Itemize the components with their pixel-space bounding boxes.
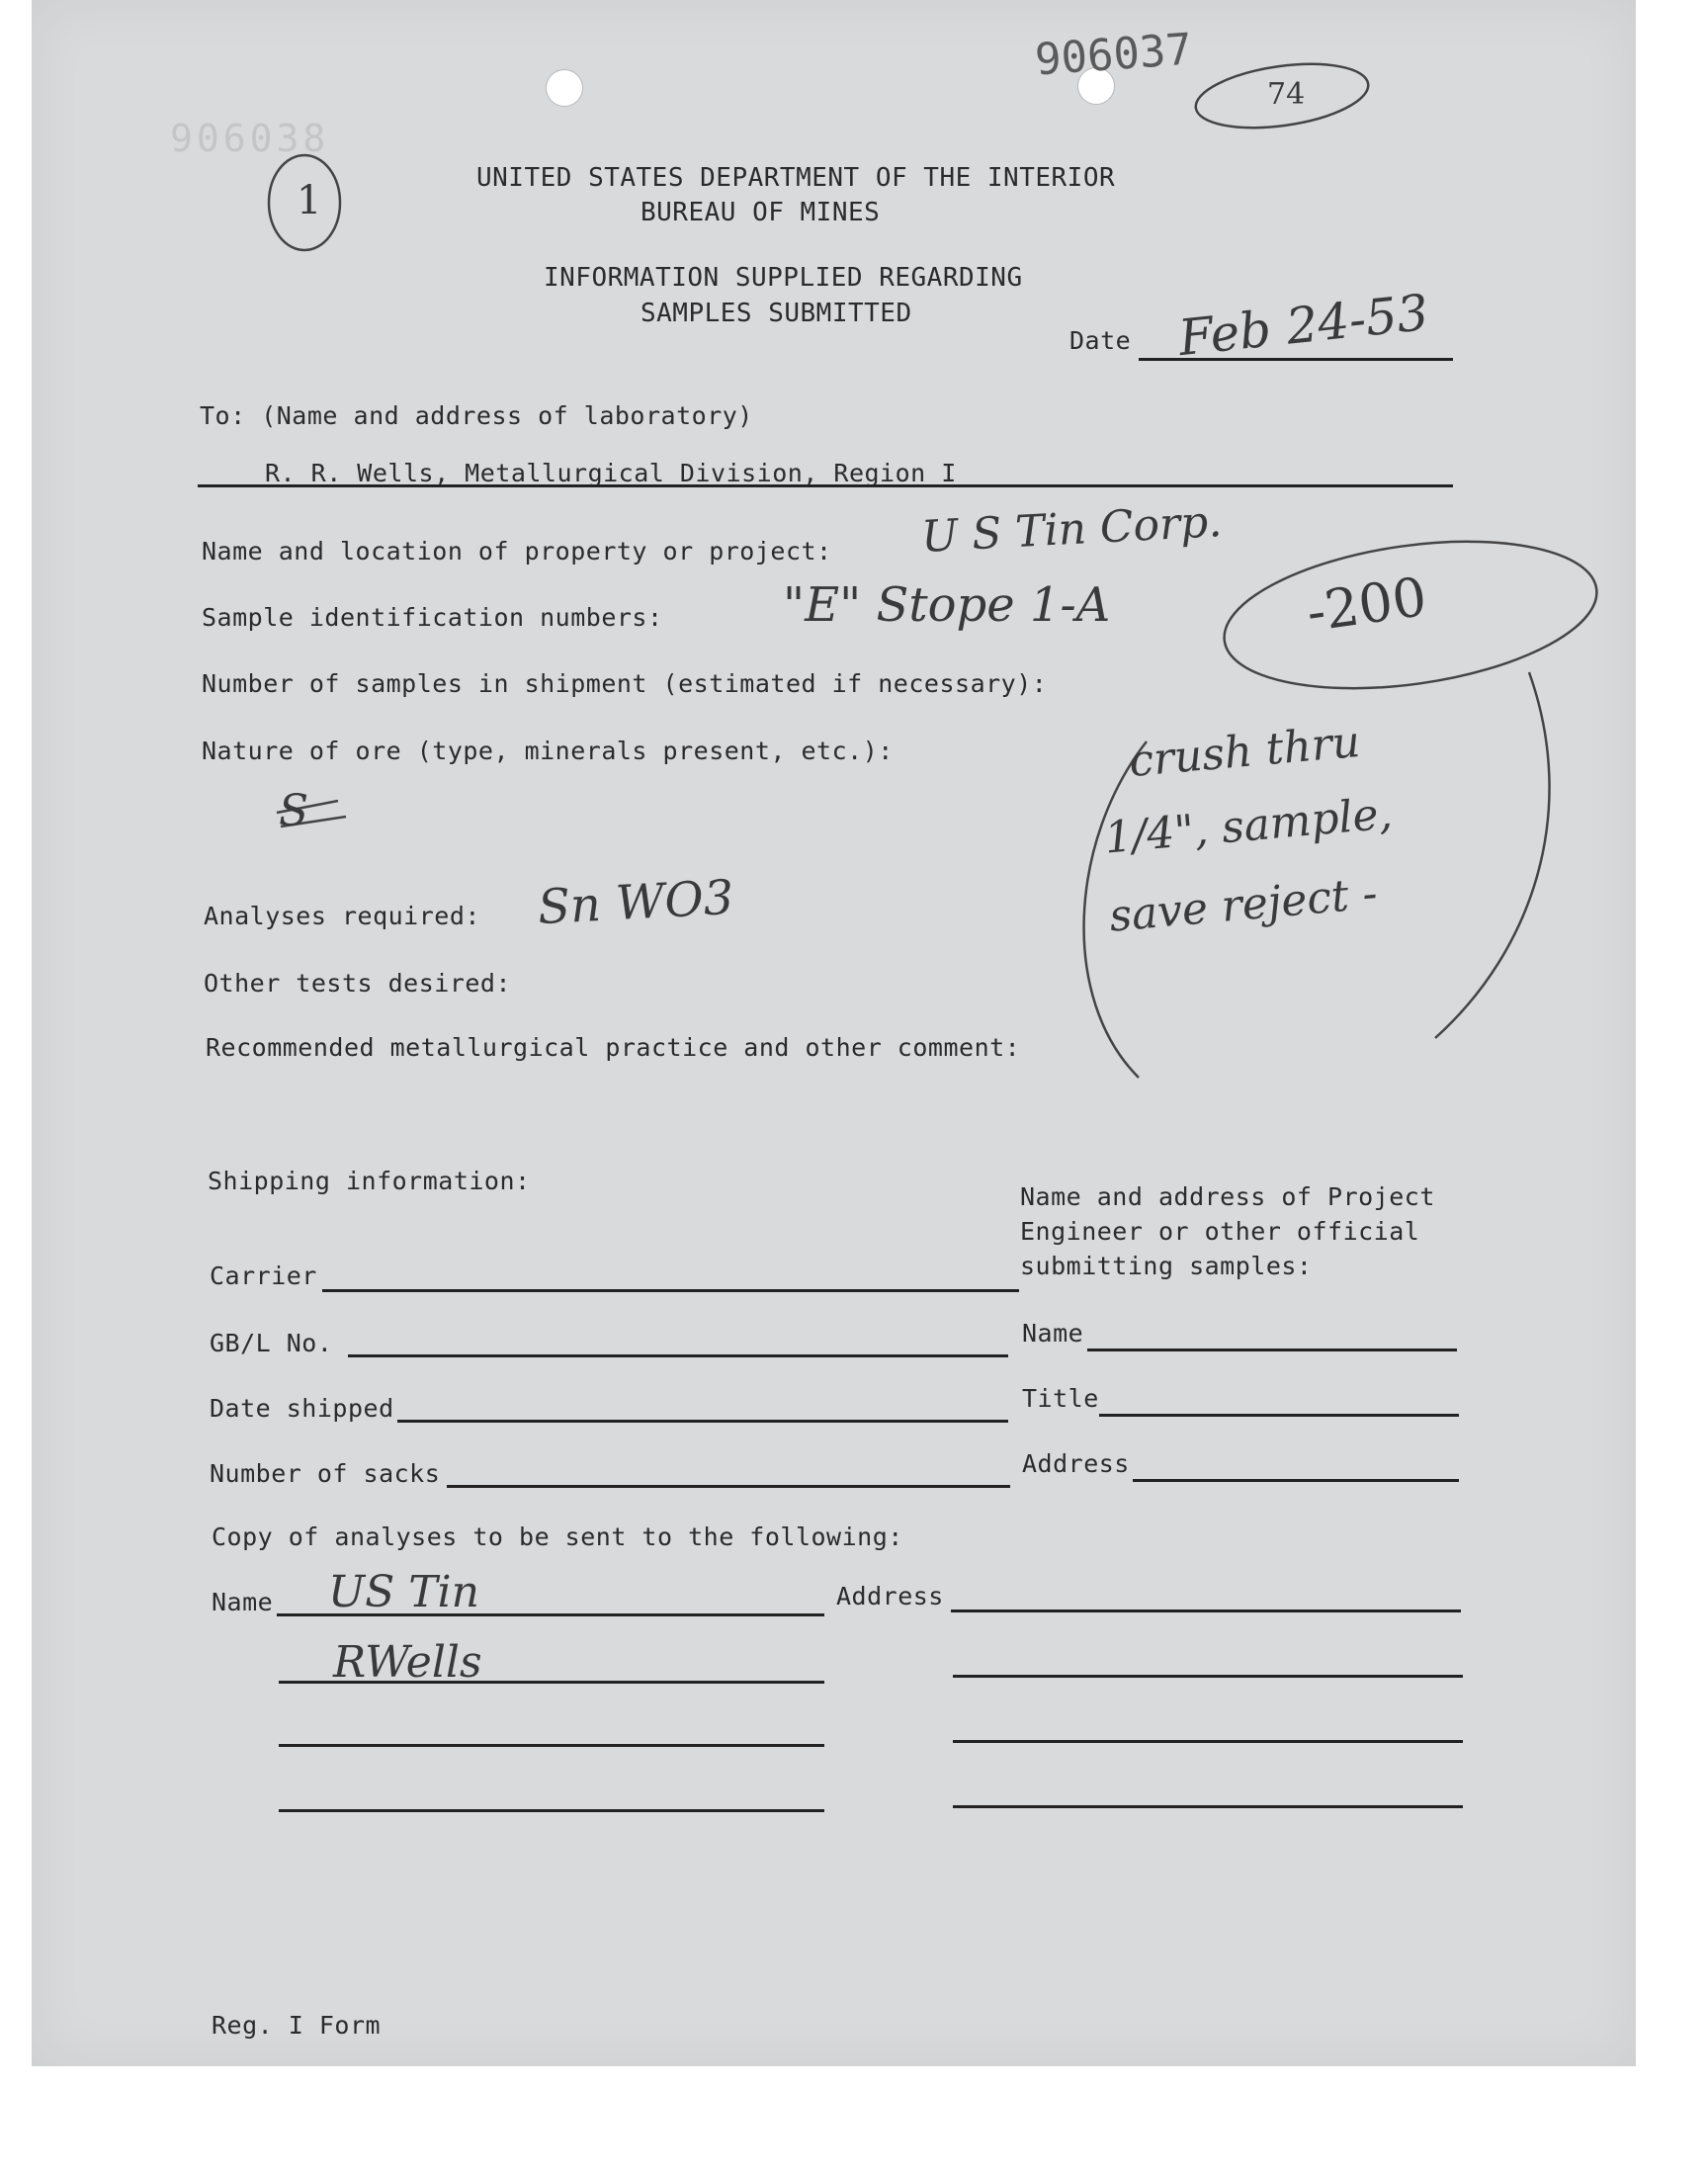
num-samples-label: Number of samples in shipment (estimated if necessary): xyxy=(202,669,1048,698)
carrier-line[interactable] xyxy=(322,1289,1019,1292)
carrier-label: Carrier xyxy=(210,1262,317,1290)
date-shipped-line[interactable] xyxy=(397,1420,1008,1423)
shipping-heading: Shipping information: xyxy=(208,1167,531,1195)
copy-heading: Copy of analyses to be sent to the following: xyxy=(212,1522,903,1551)
sacks-label: Number of sacks xyxy=(210,1459,441,1488)
copy-address-line-2[interactable] xyxy=(953,1675,1463,1678)
to-label: To: (Name and address of laboratory) xyxy=(200,401,753,430)
date-value[interactable]: Feb 24-53 xyxy=(1175,283,1431,368)
date-shipped-label: Date shipped xyxy=(210,1394,394,1423)
engineer-heading-line1: Name and address of Project xyxy=(1020,1182,1435,1211)
engineer-title-line[interactable] xyxy=(1099,1414,1459,1417)
nature-label: Nature of ore (type, minerals present, etc.): xyxy=(202,737,894,765)
copy-address-line-3[interactable] xyxy=(953,1740,1463,1743)
gbl-line[interactable] xyxy=(348,1354,1008,1357)
form-title-line1: INFORMATION SUPPLIED REGARDING xyxy=(544,263,1023,293)
analyses-value[interactable]: Sn WO3 xyxy=(536,869,735,936)
document-number: 906037 xyxy=(1033,24,1194,86)
property-value[interactable]: U S Tin Corp. xyxy=(919,496,1224,563)
footer-form-id: Reg. I Form xyxy=(212,2011,382,2040)
crush-note-line1: crush thru xyxy=(1127,716,1363,788)
sacks-line[interactable] xyxy=(447,1485,1010,1488)
engineer-heading-line2: Engineer or other official xyxy=(1020,1217,1420,1246)
copy-name-line-2 xyxy=(279,1681,824,1684)
sample-mesh-note: -200 xyxy=(1303,565,1431,645)
recommended-label: Recommended metallurgical practice and other comment: xyxy=(206,1033,1021,1062)
to-value[interactable]: R. R. Wells, Metallurgical Division, Region I xyxy=(265,459,957,487)
engineer-name-label: Name xyxy=(1022,1319,1084,1348)
copy-name-line-1 xyxy=(277,1613,824,1616)
copy-name-line-3[interactable] xyxy=(279,1744,824,1747)
engineer-heading-line3: submitting samples: xyxy=(1020,1252,1313,1280)
to-line xyxy=(198,484,1453,487)
crush-note-line3: save reject - xyxy=(1107,868,1380,942)
copy-name-label: Name xyxy=(212,1588,274,1616)
copy-address-line-1[interactable] xyxy=(951,1610,1461,1612)
engineer-title-label: Title xyxy=(1022,1384,1099,1413)
gbl-label: GB/L No. xyxy=(210,1329,333,1357)
copy-name-2[interactable]: RWells xyxy=(333,1637,482,1688)
engineer-address-label: Address xyxy=(1022,1449,1130,1478)
sample-id-value[interactable]: "E" Stope 1-A xyxy=(783,577,1111,633)
copy-address-label: Address xyxy=(836,1582,944,1610)
engineer-name-line[interactable] xyxy=(1087,1348,1457,1351)
page-number: 74 xyxy=(1267,77,1306,112)
header-department: UNITED STATES DEPARTMENT OF THE INTERIOR xyxy=(476,163,1116,193)
other-tests-label: Other tests desired: xyxy=(204,969,512,998)
ghost-number: 906038 xyxy=(170,117,330,160)
date-label: Date xyxy=(1069,326,1132,355)
form-sheet xyxy=(32,0,1636,2066)
property-label: Name and location of property or project: xyxy=(202,537,832,566)
analyses-label: Analyses required: xyxy=(204,902,480,930)
copy-name-1[interactable]: US Tin xyxy=(328,1567,479,1617)
nature-value[interactable]: S xyxy=(279,786,309,836)
copy-address-line-4[interactable] xyxy=(953,1805,1463,1808)
sample-id-label: Sample identification numbers: xyxy=(202,603,663,632)
header-bureau: BUREAU OF MINES xyxy=(640,198,881,227)
engineer-address-line[interactable] xyxy=(1133,1479,1459,1482)
copy-name-line-4[interactable] xyxy=(279,1809,824,1812)
crush-note-line2: 1/4", sample, xyxy=(1102,788,1395,864)
form-title-line2: SAMPLES SUBMITTED xyxy=(640,299,912,328)
circled-item-number: 1 xyxy=(297,178,322,223)
